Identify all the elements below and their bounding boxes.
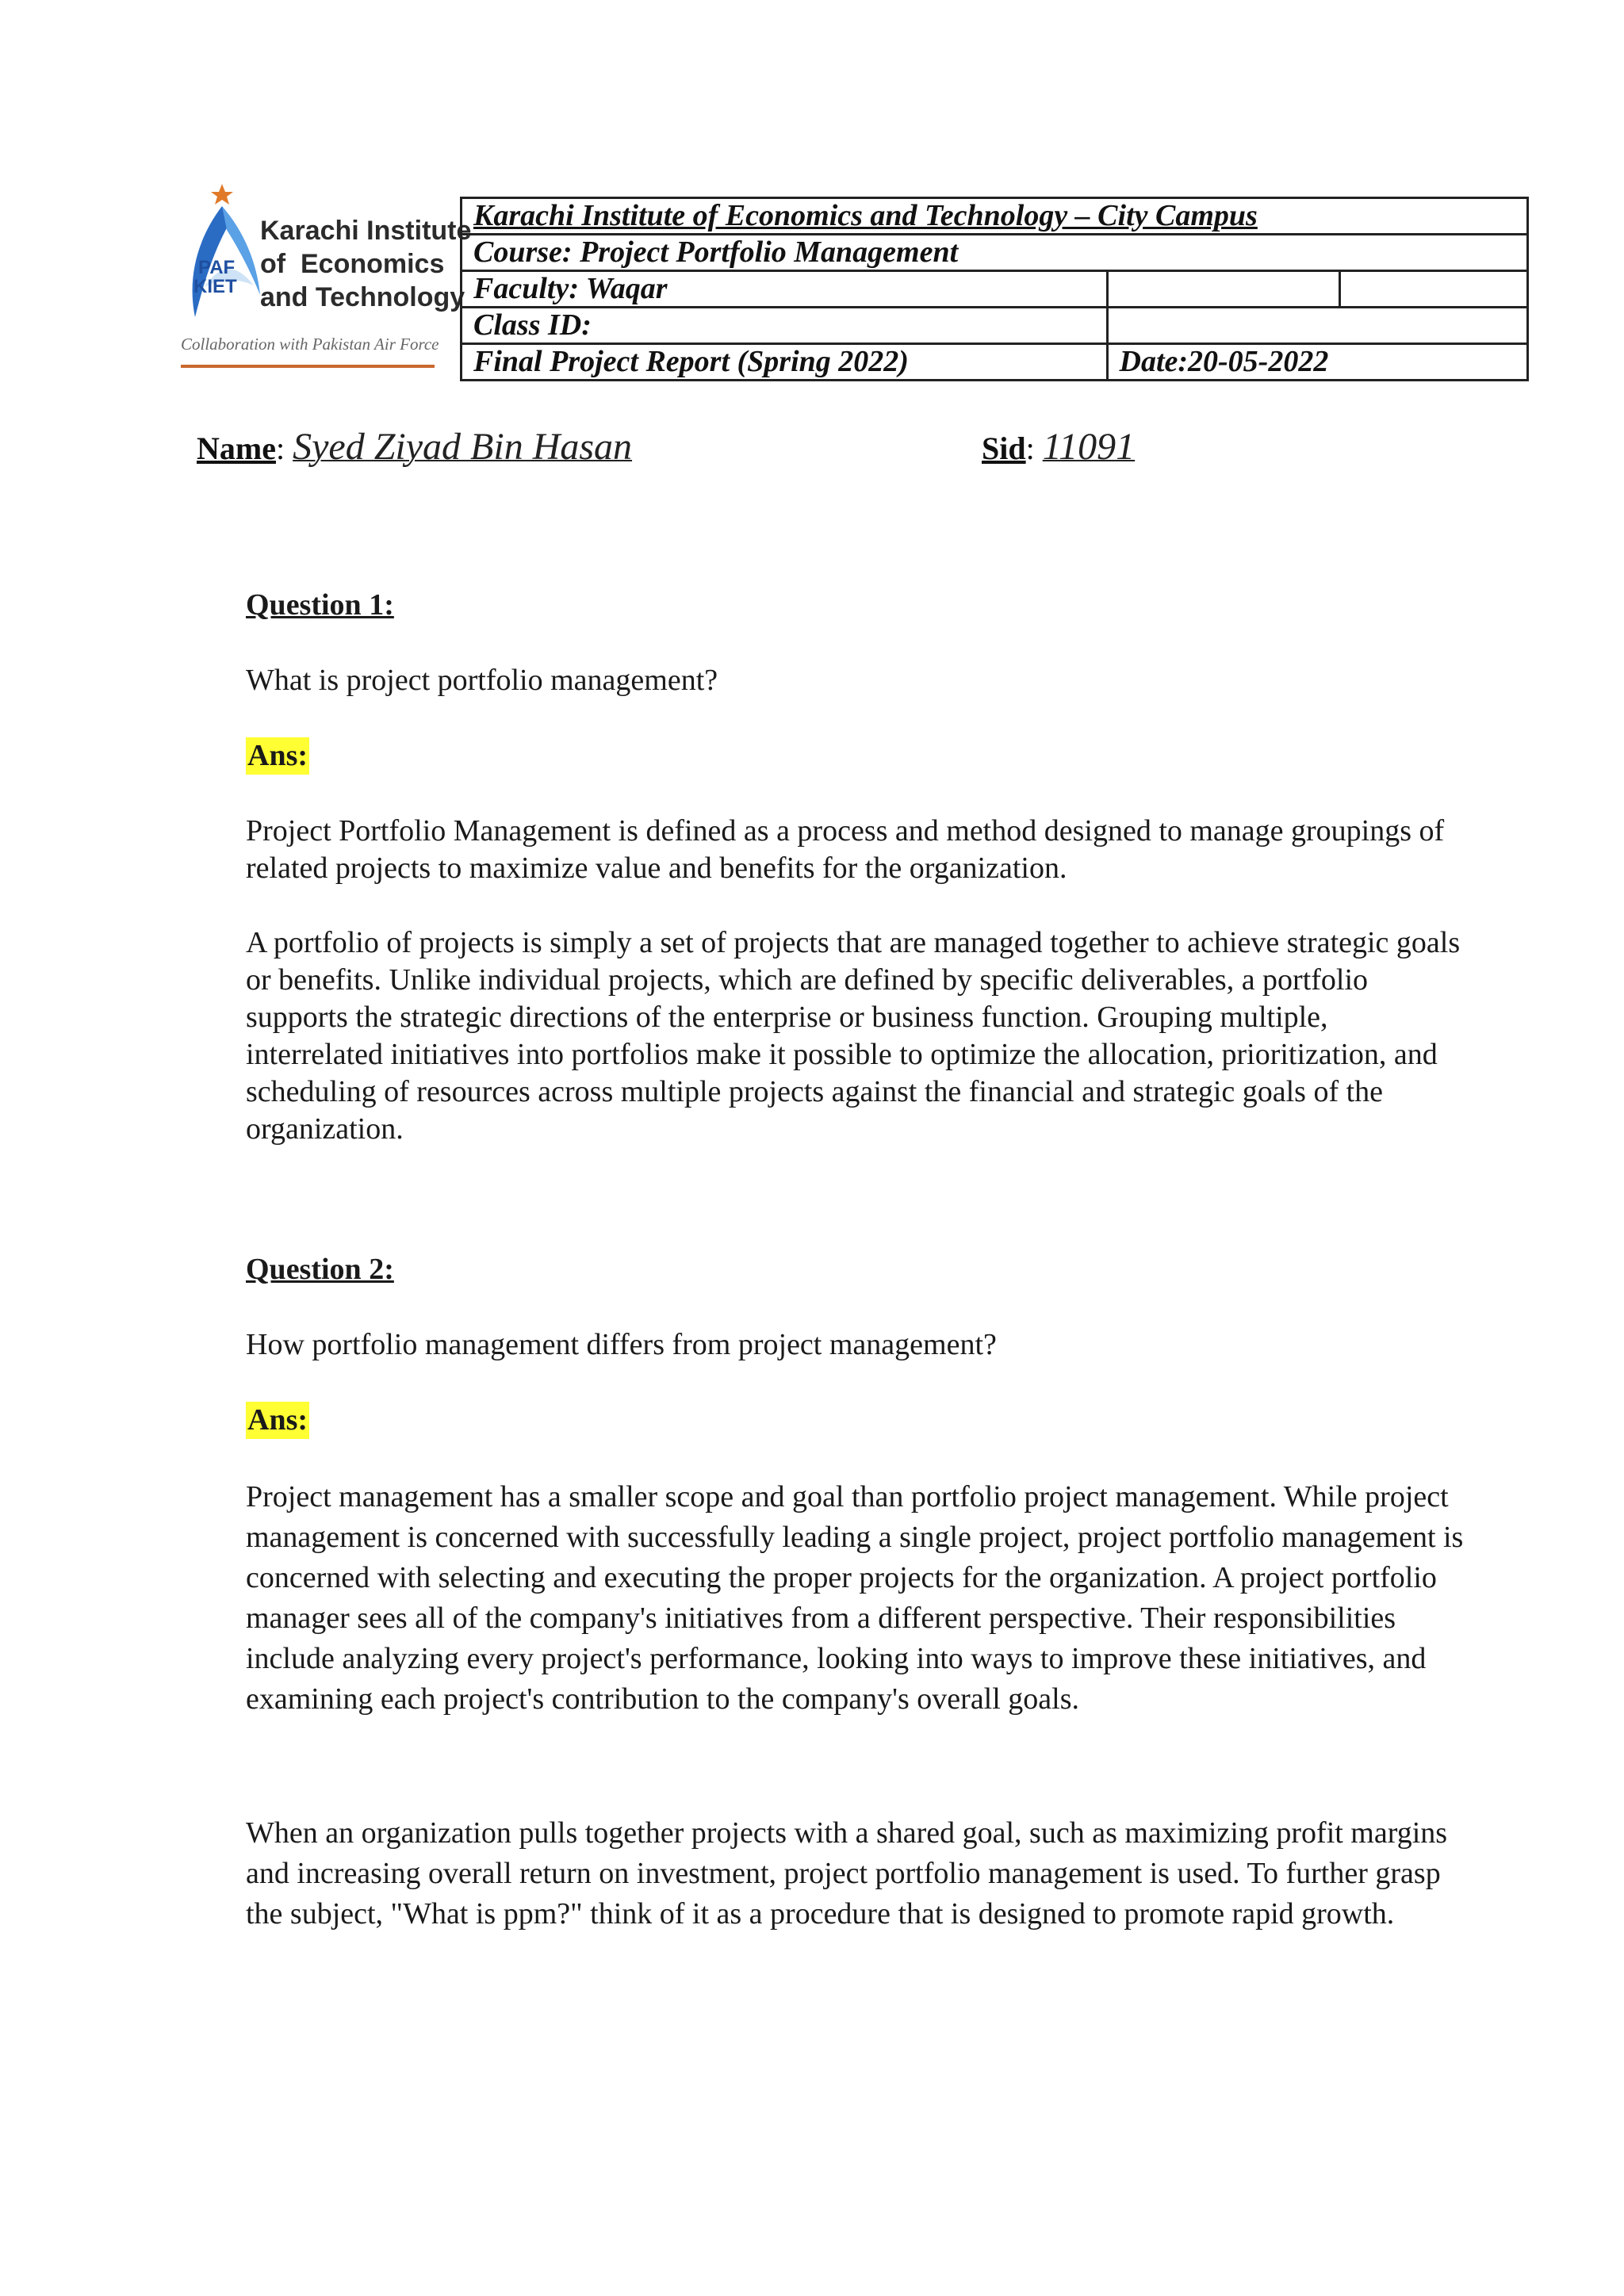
table-row (462, 198, 1528, 235)
question-2-section (246, 1251, 1467, 1934)
paragraph-spacer (246, 1720, 1467, 1775)
table-row (462, 271, 1528, 308)
question-text: What is project portfolio management? (246, 664, 718, 697)
institute-logo (181, 184, 472, 369)
report-cell: Final Project Report (Spring 2022) (462, 344, 1108, 381)
answer-paragraph: Project management has a smaller scope and goal than portfolio project management. While project management is concerned with successfully leading a single project, project portfolio management is concerned with selecting and executing the proper projects for the organization. A project portfolio manager sees all of the company's initiatives from a different perspective. Their responsibilities include analyzing every project's performance, looking into ways to improve these initiatives, and examining each project's contribution to the company's overall goals. (246, 1480, 1464, 1716)
logo-tagline: Collaboration with Pakistan Air Force (181, 335, 439, 354)
course-cell: Course: Project Portfolio Management (462, 235, 1528, 271)
logo-paf-text: PAF (198, 257, 236, 278)
section-spacer (246, 1148, 1467, 1251)
answer-paragraph: When an organization pulls together projects with a shared goal, such as maximizing profit margins and increasing overall return on investment, project portfolio management is used. To further grasp the subject, "What is ppm?" think of it as a procedure that is designed to promote rapid growth. (246, 1816, 1448, 1931)
empty-cell (1339, 271, 1527, 308)
class-id-cell: Class ID: (462, 308, 1108, 344)
institute-name: Karachi Institute of Economics and Technology – City Campus (473, 199, 1258, 232)
question-1-section (246, 587, 1467, 1148)
answer-label: Ans: (246, 1402, 309, 1439)
course-info-table (460, 197, 1529, 381)
logo-institute-name: Karachi Institute of Economics and Technology (260, 216, 472, 312)
logo-divider (181, 365, 435, 368)
date-cell: Date:20-05-2022 (1107, 344, 1528, 381)
student-name: Syed Ziyad Bin Hasan (293, 426, 633, 468)
empty-cell (1107, 271, 1339, 308)
table-row (462, 344, 1528, 381)
table-row (462, 308, 1528, 344)
question-heading: Question 1: (246, 588, 394, 622)
institute-cell (462, 198, 1528, 235)
logo-kiet-text: KIET (193, 276, 237, 297)
answer-label: Ans: (246, 737, 309, 775)
report-body (246, 587, 1467, 1934)
student-sid: 11091 (1042, 426, 1136, 468)
question-text: How portfolio management differs from project management? (246, 1328, 997, 1361)
empty-cell (1107, 308, 1528, 344)
faculty-cell: Faculty: Waqar (462, 271, 1108, 308)
answer-paragraph: A portfolio of projects is simply a set of projects that are managed together to achieve strategic goals or benefits. Unlike individual projects, which are defined by specific deliverables, a portfolio supports the strategic directions of the enterprise or business function. Grouping multiple, interrelated initiatives into portfolios make it possible to optimize the allocation, prioritization, and scheduling of resources across multiple projects against the financial and strategic goals of the organization. (246, 926, 1461, 1146)
answer-paragraph: Project Portfolio Management is defined as a process and method designed to manage groupings of related projects to maximize value and benefits for the organization. (246, 814, 1445, 885)
logo-emblem (181, 184, 268, 327)
question-heading: Question 2: (246, 1253, 394, 1286)
student-sid-line: Sid: 11091 (982, 426, 1136, 468)
student-name-line: Name: Syed Ziyad Bin Hasan (197, 426, 633, 468)
table-row (462, 235, 1528, 271)
name-label: Name (197, 430, 276, 466)
sid-label: Sid (982, 430, 1026, 466)
